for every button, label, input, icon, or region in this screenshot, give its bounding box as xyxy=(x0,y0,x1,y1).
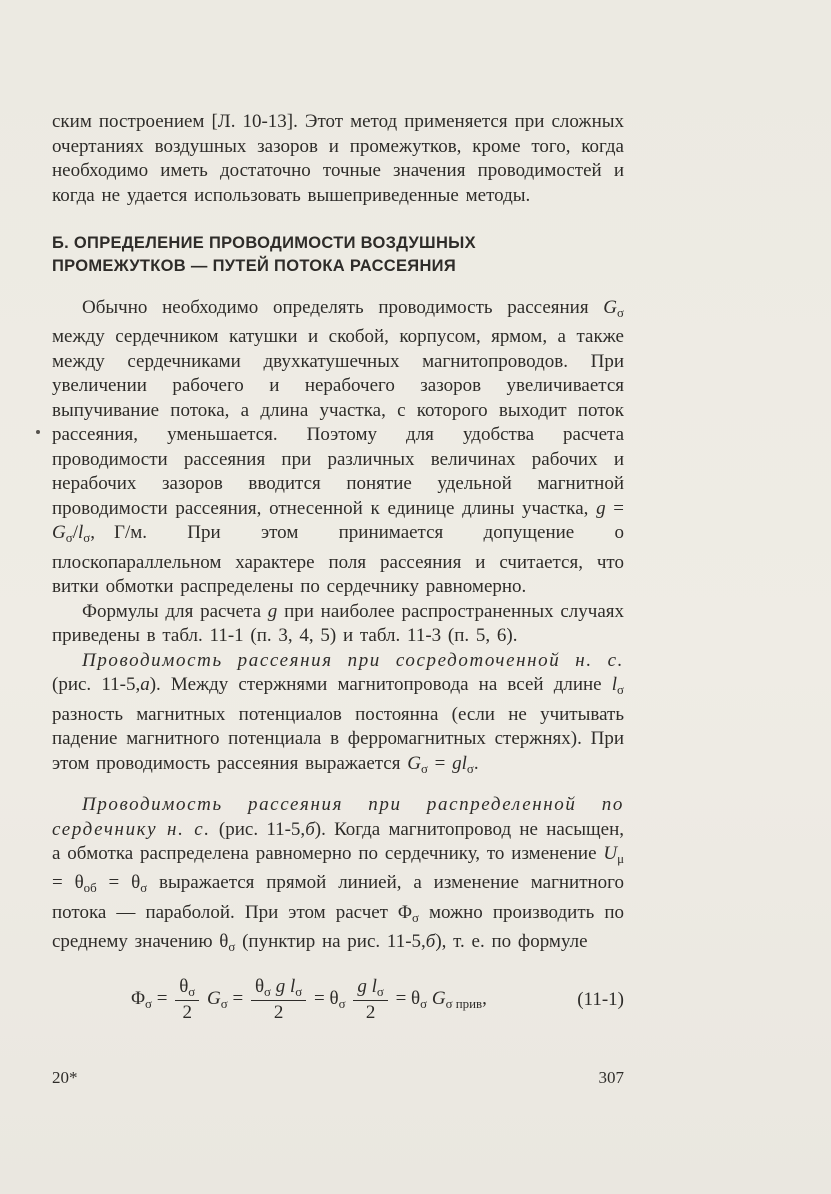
fraction-numerator: $\theta_\sigma$ xyxy=(175,976,199,1002)
fraction-denominator: 2 xyxy=(273,1002,284,1024)
paragraph-4: Проводимость рассеяния при распределенной по сердечнику н. с. (рис. 11-5,б). Когда магнитопровод не насыщен, а обмотка распределена равномерно по сердечнику, то изменение $U_\mu = \theta_{об} = \theta_\sigma$ выражается прямой линией, а изменение магнитного потока — параболой. При этом расчет $\Phi_\sigma$ можно производить по среднему значению $\theta_\sigma$ (пунктир на рис. 11-5,б), т. е. по формуле xyxy=(52,794,625,954)
paragraph-intro: ским построением [Л. 10-13]. Этот метод применяется при сложных очертаниях воздушных зазоров и промежутков, кроме того, когда необходимо иметь достаточно точные значения проводимостей и когда не удается использовать вышеприведенные методы. xyxy=(52,111,624,206)
fraction-g-l-over-2 xyxy=(353,976,388,1025)
equation-number: (11-1) xyxy=(577,988,624,1010)
fraction-denominator: 2 xyxy=(365,1002,376,1024)
page-content xyxy=(52,110,624,1024)
formula-lhs: $\Phi_\sigma$ = xyxy=(131,988,173,1012)
section-heading-line2: ПРОМЕЖУТКОВ — ПУТЕЙ ПОТОКА РАССЕЯНИЯ xyxy=(52,257,456,275)
fraction-theta-g-l-over-2 xyxy=(251,976,306,1025)
fraction-theta-over-2 xyxy=(175,976,199,1025)
formula-rhs: = $\theta_\sigma$ $G_{\sigma прив}$, xyxy=(390,988,487,1012)
section-heading-line1: Б. ОПРЕДЕЛЕНИЕ ПРОВОДИМОСТИ ВОЗДУШНЫХ xyxy=(52,234,476,252)
page-number: 307 xyxy=(598,1068,624,1087)
fraction-numerator: $\theta_\sigma$ g $l_\sigma$ xyxy=(251,976,306,1002)
equation-row xyxy=(52,976,624,1025)
equation-11-1 xyxy=(52,976,566,1025)
formula-mid-2: = $\theta_\sigma$ xyxy=(309,988,346,1012)
paragraph-1: Обычно необходимо определять проводимость рассеяния $G_\sigma$ между сердечником катушки и скобой, корпусом, ярмом, а также между сердечниками двухкатушечных магнитопроводов. При увеличении рабочего и нерабочего зазоров увеличивается выпучивание потока, а длина участка, с которого выходит поток рассеяния, уменьшается. Поэтому для удобства расчета проводимости рассеяния при различных величинах рабочих и нерабочих зазоров вводится понятие удельной магнитной проводимости рассеяния, отнесенной к единице длины участка, $g = G_\sigma/l_\sigma$, Г/м. При этом принимается допущение о плоскопараллельном характере поля рассеяния и считается, что витки обмотки распределены по сердечнику равномерно. xyxy=(52,297,625,598)
margin-dot xyxy=(36,430,40,434)
fraction-numerator: g $l_\sigma$ xyxy=(353,976,388,1002)
formula-mid-1: $G_\sigma$ = xyxy=(207,988,248,1012)
section-heading xyxy=(52,232,624,278)
signature-mark: 20* xyxy=(52,1068,78,1087)
paragraph-3: Проводимость рассеяния при сосредоточенной н. с. (рис. 11-5,а). Между стержнями магнитопровода на всей длине $l_\sigma$ разность магнитных потенциалов постоянна (если не учитывать падение магнитного потенциала в ферромагнитных стержнях). При этом проводимость рассеяния выражается $G_\sigma = gl_\sigma$. xyxy=(52,649,624,776)
page-footer xyxy=(52,1068,624,1088)
paragraph-2: Формулы для расчета g при наиболее распространенных случаях приведены в табл. 11-1 (п. 3, 4, 5) и табл. 11-3 (п. 5, 6). xyxy=(52,600,624,647)
fraction-denominator: 2 xyxy=(182,1002,192,1024)
